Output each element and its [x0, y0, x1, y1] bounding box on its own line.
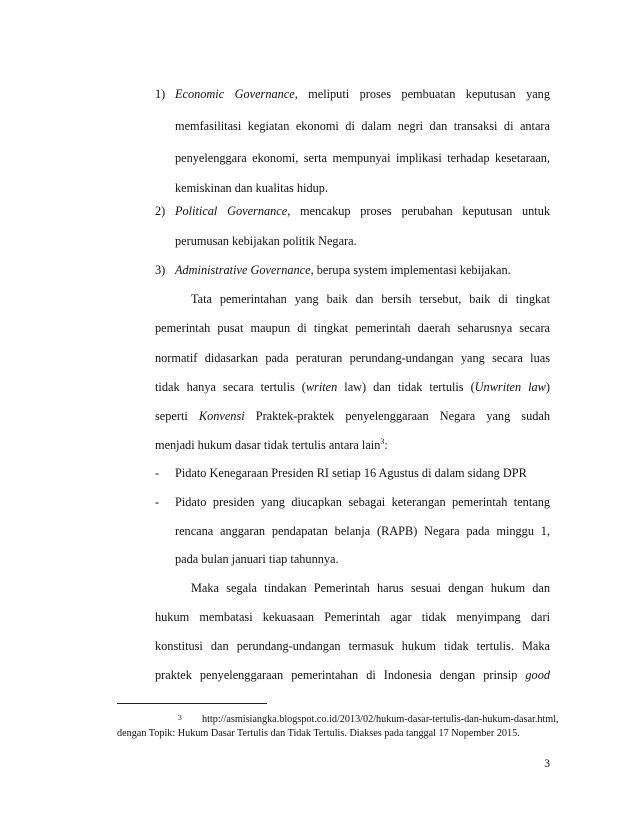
list-item-3-line-1: Administrative Governance, berupa system implementasi kebijakan.	[175, 263, 511, 277]
bullet-marker-2: -	[155, 495, 160, 509]
list-item-1-line-3: penyelenggara ekonomi, serta mempunyai implikasi terhadap kesetaraan,	[175, 151, 550, 165]
page-number: 3	[544, 758, 550, 770]
footnote-url: http://asmisiangka.blogspot.co.id/2013/02/hukum-dasar-tertulis-dan-hukum-dasar.html,	[202, 714, 559, 725]
paragraph-1-line-5: seperti Konvensi Praktek-praktek penyelenggaraan Negara yang sudah	[155, 409, 550, 423]
list-number-2: 2)	[155, 204, 166, 218]
paragraph-1-line-3: normatif didasarkan pada peraturan perundang-undangan yang secara luas	[155, 351, 550, 365]
term-political-governance: Political Governance	[175, 204, 288, 218]
paragraph-1-line-4: tidak hanya secara tertulis (writen law) dan tidak tertulis (Unwriten law)	[155, 380, 550, 394]
list-number-1: 1)	[155, 87, 166, 101]
paragraph-2-line-2: hukum membatasi kekuasaan Pemerintah agar tidak menyimpang dari	[155, 610, 550, 624]
paragraph-2-line-4: praktek penyelenggaraan pemerintahan di Indonesia dengan prinsip good	[155, 668, 550, 682]
list-item-1-line-2: memfasilitasi kegiatan ekonomi di dalam negri dan transaksi di antara	[175, 119, 550, 133]
term-administrative-governance: Administrative Governance	[175, 263, 311, 277]
list-item-1-line-1: Economic Governance, meliputi proses pembuatan keputusan yang	[175, 87, 550, 101]
paragraph-2-line-3: konstitusi dan perundang-undangan termasuk hukum tidak tertulis. Maka	[155, 639, 550, 653]
bullet-1-line-1: Pidato Kenegaraan Presiden RI setiap 16 Agustus di dalam sidang DPR	[175, 466, 527, 480]
list-item-2-line-1: Political Governance, mencakup proses perubahan keputusan untuk	[175, 204, 551, 218]
footnote-line-2: dengan Topik: Hukum Dasar Tertulis dan Tidak Tertulis. Diakses pada tanggal 17 Nopember 2015.	[117, 728, 520, 739]
paragraph-1-line-6: menjadi hukum dasar tidak tertulis antara lain$^3$:	[155, 436, 388, 452]
term-writen: writen	[305, 380, 338, 394]
footnote-marker: 3	[178, 713, 182, 722]
paragraph-1-line-2: pemerintah pusat maupun di tingkat pemerintah daerah seharusnya secara	[155, 321, 550, 335]
bullet-2-line-1: Pidato presiden yang diucapkan sebagai keterangan pemerintah tentang	[175, 495, 550, 509]
bullet-2-line-2: rencana anggaran pendapatan belanja (RAPB) Negara pada minggu 1,	[175, 524, 550, 538]
list-item-2-line-2: perumusan kebijakan politik Negara.	[175, 234, 357, 248]
bullet-2-line-3: pada bulan januari tiap tahunnya.	[175, 552, 339, 566]
term-unwriten-law: Unwriten law	[474, 380, 546, 394]
paragraph-1-line-1: Tata pemerintahan yang baik dan bersih tersebut, baik di tingkat	[191, 292, 550, 306]
bullet-marker-1: -	[155, 466, 160, 480]
term-good: good	[525, 668, 550, 682]
list-number-3: 3)	[155, 263, 166, 277]
footnote-reference: 3	[380, 436, 385, 446]
term-konvensi: Konvensi	[198, 409, 245, 423]
term-economic-governance: Economic Governance	[175, 87, 295, 101]
footnote-separator	[117, 703, 267, 704]
paragraph-2-line-1: Maka segala tindakan Pemerintah harus sesuai dengan hukum dan	[191, 581, 550, 595]
list-item-1-line-4: kemiskinan dan kualitas hidup.	[175, 181, 329, 195]
